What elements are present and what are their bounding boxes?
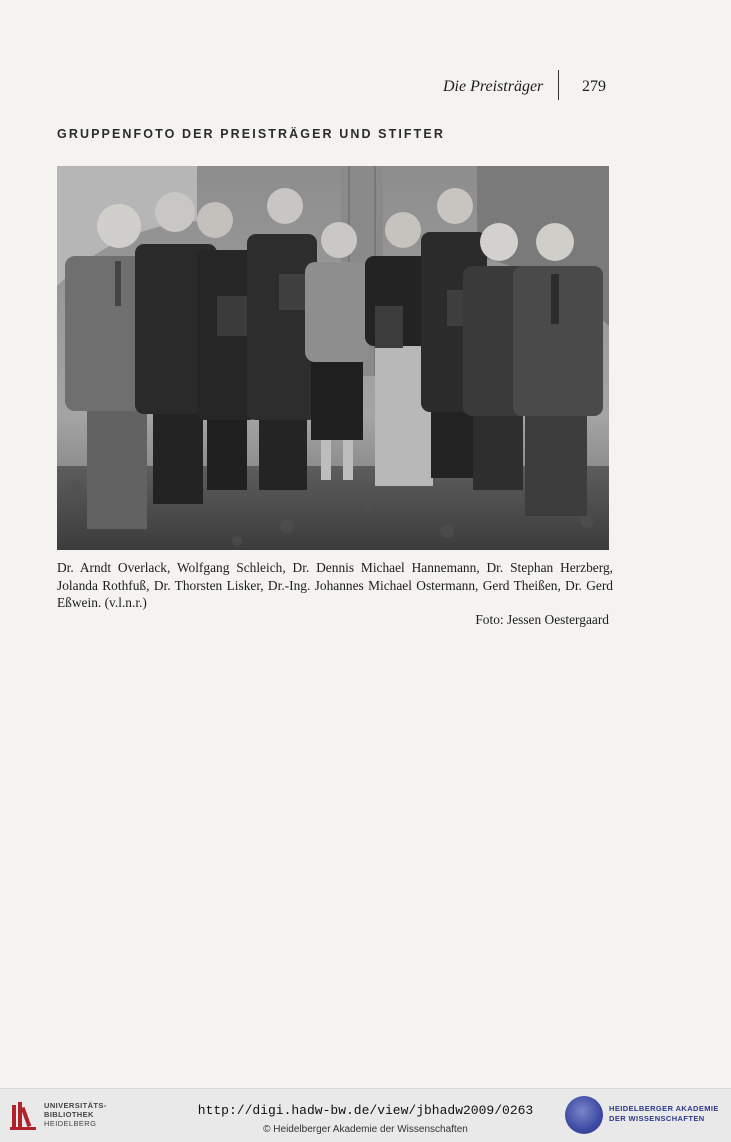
viewer-footer (0, 1088, 731, 1142)
copyright-notice: © Heidelberger Akademie der Wissenschaften (263, 1124, 468, 1135)
running-head-title: Die Preisträger (443, 78, 544, 95)
library-name-line-1: UNIVERSITÄTS- (44, 1101, 107, 1110)
running-head-divider (558, 70, 559, 100)
permalink-url[interactable]: http://digi.hadw-bw.de/view/jbhadw2009/0263 (197, 1103, 534, 1118)
show-through-top (60, 138, 620, 160)
library-city: HEIDELBERG (44, 1119, 97, 1128)
academy-name[interactable] (609, 1104, 719, 1124)
academy-seal-icon[interactable] (565, 1096, 603, 1134)
running-head (440, 76, 610, 104)
group-photo (57, 166, 609, 550)
academy-name-line-1: HEIDELBERGER AKADEMIE (609, 1104, 719, 1113)
group-photo-icon (57, 166, 609, 550)
academy-name-line-2: DER WISSENSCHAFTEN (609, 1114, 705, 1123)
photo-caption: Dr. Arndt Overlack, Wolfgang Schleich, Dr. Dennis Michael Hannemann, Dr. Stephan Herzberg, Jolanda Rothfuß, Dr. Thorsten Lisker, Dr.-Ing. Johannes Michael Ostermann, Gerd Theißen, Dr. Gerd Eßwein. (v.l.n.r.) (57, 560, 613, 610)
library-name-line-2: BIBLIOTHEK (44, 1110, 94, 1119)
page-number: 279 (582, 78, 606, 95)
photo-credit: Foto: Jessen Oestergaard (475, 612, 609, 627)
section-heading: GRUPPENFOTO DER PREISTRÄGER UND STIFTER (57, 127, 445, 141)
